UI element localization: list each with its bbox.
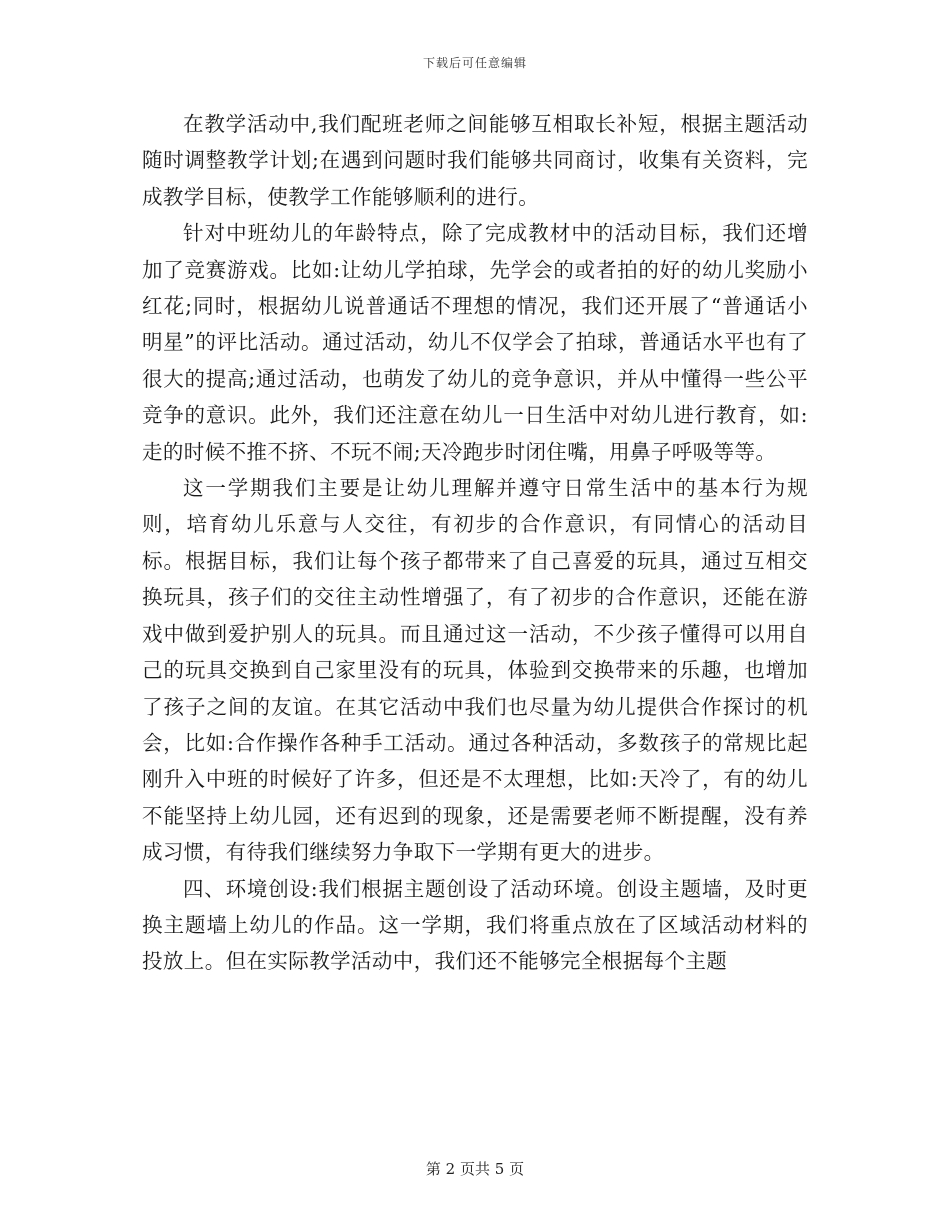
document-body — [142, 106, 808, 980]
page-number-footer: 第 2 页共 5 页 — [425, 1160, 525, 1178]
page-header: 下载后可任意编辑 — [422, 56, 527, 70]
paragraph-teaching-cooperation: 在教学活动中,我们配班老师之间能够互相取长补短，根据主题活动随时调整教学计划;在遇到问题时我们能够共同商讨，收集有关资料，完成教学目标，使教学工作能够顺利的进行。 — [142, 112, 808, 209]
paragraph-environment-setup: 四、环境创设:我们根据主题创设了活动环境。创设主题墙，及时更换主题墙上幼儿的作品。这一学期，我们将重点放在了区域活动材料的投放上。但在实际教学活动中，我们还不能够完全根据每个主题 — [142, 876, 808, 974]
paragraph-behavior-rules: 这一学期我们主要是让幼儿理解并遵守日常生活中的基本行为规则，培育幼儿乐意与人交往，有初步的合作意识，有同情心的活动目标。根据目标，我们让每个孩子都带来了自己喜爱的玩具，通过互相交换玩具，孩子们的交往主动性增强了，有了初步的合作意识，还能在游戏中做到爱护别人的玩具。而且通过这一活动，不少孩子懂得可以用自己的玩具交换到自己家里没有的玩具，体验到交换带来的乐趣，也增加了孩子之间的友谊。在其它活动中我们也尽量为幼儿提供合作探讨的机会，比如:合作操作各种手工活动。通过各种活动，多数孩子的常规比起刚升入中班的时候好了许多，但还是不太理想，比如:天冷了，有的幼儿不能坚持上幼儿园，还有迟到的现象，还是需要老师不断提醒，没有养成习惯，有待我们继续努力争取下一学期有更大的进步。 — [142, 476, 808, 865]
paragraph-competition-games: 针对中班幼儿的年龄特点，除了完成教材中的活动目标，我们还增加了竞赛游戏。比如:让幼儿学拍球，先学会的或者拍的好的幼儿奖励小红花;同时，根据幼儿说普通话不理想的情况，我们还开展了“普通话小明星”的评比活动。通过活动，幼儿不仅学会了拍球，普通话水平也有了很大的提高;通过活动，也萌发了幼儿的竞争意识，并从中懂得一些公平竞争的意识。此外，我们还注意在幼儿一日生活中对幼儿进行教育，如:走的时候不推不挤、不玩不闹;天冷跑步时闭住嘴，用鼻子呼吸等等。 — [142, 221, 808, 464]
